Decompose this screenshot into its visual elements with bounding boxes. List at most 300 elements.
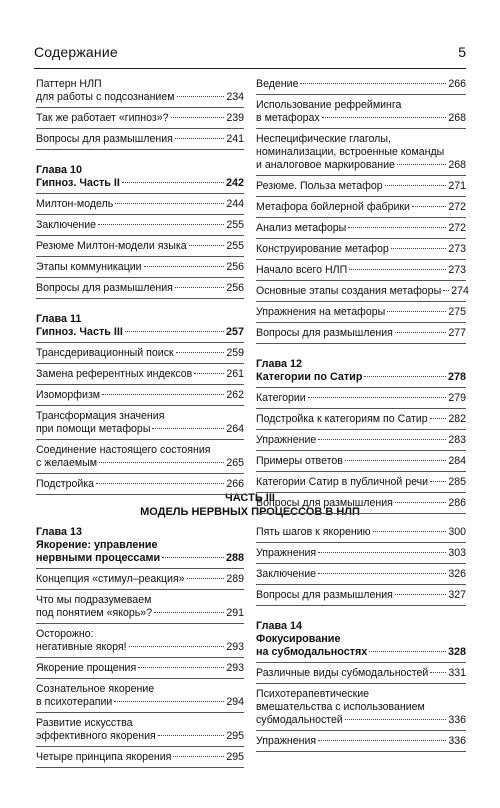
toc-entry[interactable] <box>256 222 466 235</box>
entry-separator <box>256 196 466 197</box>
entry-page-number: 303 <box>448 547 466 559</box>
entry-last-line <box>36 347 244 360</box>
entry-title-line: Психотерапевтические <box>256 688 370 700</box>
entry-separator <box>36 342 244 343</box>
entry-last-line <box>36 219 244 232</box>
entry-page-number: 275 <box>448 306 466 318</box>
toc-entry[interactable] <box>256 133 466 172</box>
entry-page-number: 283 <box>448 434 466 446</box>
entry-title-line: Заключение <box>36 219 97 231</box>
entry-page-number: 266 <box>448 78 466 90</box>
entry-separator <box>36 277 244 278</box>
entry-separator <box>256 387 466 388</box>
entry-last-line <box>256 243 466 256</box>
entry-page-number: 255 <box>226 240 244 252</box>
entry-separator <box>256 217 466 218</box>
toc-chapter-title[interactable] <box>36 326 244 339</box>
dot-leader <box>176 352 225 353</box>
entry-title-line: Категории по Сатир <box>256 371 363 383</box>
entry-last-line <box>36 573 244 586</box>
entry-page-number: 244 <box>226 198 244 210</box>
entry-page-number: 278 <box>447 371 466 383</box>
entry-separator <box>256 683 466 684</box>
toc-entry[interactable] <box>36 751 244 764</box>
entry-last-line <box>36 177 244 190</box>
entry-title-line: Милтон-модель <box>36 198 114 210</box>
entry-separator <box>36 405 244 406</box>
entry-separator <box>256 343 466 344</box>
entry-last-line <box>36 478 244 491</box>
dot-leader <box>175 287 224 288</box>
toc-entry[interactable] <box>256 285 469 298</box>
entry-title-line: с желаемым <box>36 457 98 469</box>
toc-entry[interactable] <box>36 198 244 211</box>
entry-last-line <box>256 476 466 489</box>
entry-separator <box>256 450 466 451</box>
entry-title-line: Пять шагов к якорению <box>256 526 371 538</box>
dot-leader <box>385 185 447 186</box>
entry-separator <box>256 730 466 731</box>
entry-title-line: Резюме. Польза метафор <box>256 180 383 192</box>
entry-separator <box>36 473 244 474</box>
dot-leader <box>154 612 224 613</box>
entry-page-number: 291 <box>226 607 244 619</box>
entry-title-line: Вопросы для размышления <box>256 497 393 509</box>
dot-leader <box>177 96 225 97</box>
entry-last-line <box>36 368 244 381</box>
entry-page-number: 331 <box>448 667 466 679</box>
dot-leader <box>125 331 224 332</box>
entry-last-line <box>256 201 466 214</box>
entry-title-line: Категории Сатир в публичной речи <box>256 476 429 488</box>
entry-page-number: 234 <box>226 91 244 103</box>
part-title: МОДЕЛЬ НЕРВНЫХ ПРОЦЕССОВ В НЛП <box>140 506 360 518</box>
entry-title-line: Подстройка к категориям по Сатир <box>256 413 428 425</box>
entry-page-number: 274 <box>451 285 469 297</box>
entry-separator <box>36 678 244 679</box>
entry-last-line <box>36 240 244 253</box>
entry-page-number: 326 <box>448 568 466 580</box>
entry-separator <box>36 767 244 768</box>
entry-separator <box>36 298 244 299</box>
entry-page-number: 288 <box>225 552 244 564</box>
entry-last-line <box>36 423 244 436</box>
entry-last-line <box>36 261 244 274</box>
entry-separator <box>256 751 466 752</box>
toc-entry[interactable] <box>36 410 244 436</box>
entry-last-line <box>36 389 244 402</box>
entry-title-line: негативные якоря! <box>36 641 127 653</box>
dot-leader <box>144 266 225 267</box>
entry-last-line <box>36 282 244 295</box>
entry-last-line <box>36 326 244 339</box>
dot-leader <box>369 651 446 652</box>
entry-last-line <box>256 735 466 748</box>
toc-entry[interactable] <box>256 201 466 214</box>
dot-leader <box>345 460 446 461</box>
entry-title-line: эффективного якорения <box>36 730 156 742</box>
entry-title-line: Различные виды субмодальностей <box>256 667 429 679</box>
entry-separator <box>36 568 244 569</box>
entry-last-line <box>36 696 244 709</box>
entry-last-line <box>256 264 466 277</box>
dot-leader <box>395 594 446 595</box>
entry-page-number: 273 <box>448 264 466 276</box>
entry-page-number: 261 <box>226 368 244 380</box>
toc-entry[interactable] <box>256 735 466 748</box>
entry-title-line: Концепция «стимул–реакция» <box>36 573 185 585</box>
entry-last-line <box>256 159 466 172</box>
entry-title-line: и аналоговое маркирование <box>256 159 395 171</box>
dot-leader <box>115 203 224 204</box>
entry-last-line <box>36 751 244 764</box>
toc-chapter-title[interactable] <box>256 633 466 659</box>
entry-page-number: 255 <box>226 219 244 231</box>
entry-title-line: Что мы подразумеваем <box>36 594 152 606</box>
entry-separator <box>256 662 466 663</box>
entry-page-number: 336 <box>448 714 466 726</box>
dot-leader <box>96 483 224 484</box>
entry-page-number: 265 <box>226 457 244 469</box>
entry-title-line: Якорение: управление <box>36 539 158 551</box>
toc-chapter-title[interactable] <box>36 539 244 565</box>
toc-entry[interactable] <box>256 243 466 256</box>
entry-last-line <box>36 133 244 146</box>
entry-title-line: Сознательное якорение <box>36 683 155 695</box>
dot-leader <box>318 573 446 574</box>
toc-entry[interactable] <box>256 327 466 340</box>
entry-separator <box>36 193 244 194</box>
toc-entry[interactable] <box>36 347 244 360</box>
entry-separator <box>256 238 466 239</box>
toc-entry[interactable] <box>256 434 466 447</box>
entry-page-number: 241 <box>226 133 244 145</box>
entry-last-line <box>36 607 244 620</box>
toc-entry[interactable] <box>256 497 466 510</box>
entry-page-number: 268 <box>448 159 466 171</box>
dot-leader <box>162 557 224 558</box>
entry-last-line <box>36 457 244 470</box>
chapter-label: Глава 11 <box>36 313 82 325</box>
header-title: Содержание <box>34 44 118 60</box>
entry-separator <box>36 384 244 385</box>
entry-page-number: 295 <box>226 730 244 742</box>
toc-entry[interactable] <box>36 478 244 491</box>
entry-title-line: Заключение <box>256 568 317 580</box>
entry-separator <box>256 175 466 176</box>
dot-leader <box>158 735 225 736</box>
dot-leader <box>194 373 224 374</box>
toc-entry[interactable] <box>36 368 244 381</box>
dot-leader <box>395 502 446 503</box>
entry-last-line <box>36 662 244 675</box>
toc-entry[interactable] <box>256 264 466 277</box>
dot-leader <box>322 117 447 118</box>
entry-title-line: в психотерапии <box>36 696 113 708</box>
entry-page-number: 273 <box>448 243 466 255</box>
toc-entry[interactable] <box>36 112 244 125</box>
chapter-label: Глава 12 <box>256 358 302 370</box>
entry-last-line <box>256 413 466 426</box>
entry-title-line: Вопросы для размышления <box>36 133 173 145</box>
dot-leader <box>318 552 446 553</box>
toc-entry[interactable] <box>36 717 244 743</box>
toc-entry[interactable] <box>256 180 466 193</box>
toc-chapter-title[interactable] <box>256 371 466 384</box>
toc-entry[interactable] <box>36 78 244 104</box>
entry-page-number: 268 <box>448 112 466 124</box>
entry-separator <box>36 494 244 495</box>
entry-last-line <box>256 568 466 581</box>
entry-separator <box>256 301 466 302</box>
toc-entry[interactable] <box>256 306 466 319</box>
toc-entry[interactable] <box>256 667 466 680</box>
entry-title-line: Гипноз. Часть II <box>36 177 120 189</box>
entry-last-line <box>256 78 466 91</box>
dot-leader <box>114 701 224 702</box>
entry-title-line: в метафорах <box>256 112 320 124</box>
toc-entry[interactable] <box>256 476 466 489</box>
entry-last-line <box>256 455 466 468</box>
entry-page-number: 264 <box>226 423 244 435</box>
toc-entry[interactable] <box>36 240 244 253</box>
entry-last-line <box>256 222 466 235</box>
page-number: 5 <box>458 44 466 60</box>
entry-title-line: Упражнение <box>256 434 317 446</box>
dot-leader <box>430 672 446 673</box>
dot-leader <box>122 182 224 183</box>
entry-separator <box>256 259 466 260</box>
toc-entry[interactable] <box>256 392 466 405</box>
entry-separator <box>256 605 466 606</box>
entry-last-line <box>256 547 466 560</box>
entry-last-line <box>36 91 244 104</box>
entry-title-line: Замена референтных индексов <box>36 368 193 380</box>
entry-title-line: Резюме Милтон-модели языка <box>36 240 187 252</box>
toc-entry[interactable] <box>36 282 244 295</box>
entry-title-line: Так же работает «гипноз»? <box>36 112 169 124</box>
dot-leader <box>397 164 446 165</box>
dot-leader <box>300 83 446 84</box>
entry-separator <box>256 471 466 472</box>
dot-leader <box>175 138 224 139</box>
toc-entry[interactable] <box>256 568 466 581</box>
entry-title-line: Основные этапы создания метафоры <box>256 285 442 297</box>
dot-leader <box>171 117 225 118</box>
entry-last-line <box>36 641 244 654</box>
entry-separator <box>36 214 244 215</box>
entry-title-line: Упражнения <box>256 547 317 559</box>
entry-page-number: 266 <box>226 478 244 490</box>
entry-title-line: Фокусирование <box>256 633 341 645</box>
entry-separator <box>36 149 244 150</box>
toc-entry[interactable] <box>36 662 244 675</box>
entry-last-line <box>256 112 466 125</box>
entry-title-line: Осторожно: <box>36 628 94 640</box>
entry-separator <box>256 584 466 585</box>
entry-page-number: 256 <box>226 282 244 294</box>
entry-page-number: 336 <box>448 735 466 747</box>
dot-leader <box>308 397 447 398</box>
entry-separator <box>36 128 244 129</box>
entry-page-number: 295 <box>226 751 244 763</box>
entry-separator <box>36 363 244 364</box>
entry-title-line: Паттерн НЛП <box>36 78 102 90</box>
chapter-label: Глава 10 <box>36 164 82 176</box>
toc-entry[interactable] <box>36 389 244 402</box>
entry-page-number: 271 <box>448 180 466 192</box>
entry-title-line: Развитие искусства <box>36 717 133 729</box>
entry-page-number: 257 <box>225 326 244 338</box>
entry-title-line: Трансформация значения <box>36 410 165 422</box>
entry-page-number: 242 <box>225 177 244 189</box>
dot-leader <box>364 376 446 377</box>
dot-leader <box>129 646 225 647</box>
entry-last-line <box>256 392 466 405</box>
entry-page-number: 279 <box>448 392 466 404</box>
dot-leader <box>443 290 449 291</box>
dot-leader <box>430 481 446 482</box>
dot-leader <box>412 206 446 207</box>
entry-last-line <box>256 714 466 727</box>
entry-title-line: Подстройка <box>36 478 95 490</box>
dot-leader <box>373 531 447 532</box>
entry-title-line: Использование рефрейминга <box>256 99 402 111</box>
entry-page-number: 282 <box>448 413 466 425</box>
entry-title-line: вмешательства с использованием <box>256 701 425 713</box>
toc-entry[interactable] <box>256 413 466 426</box>
dot-leader <box>152 428 224 429</box>
entry-separator <box>256 492 466 493</box>
entry-page-number: 286 <box>448 497 466 509</box>
entry-separator <box>36 623 244 624</box>
entry-last-line <box>36 198 244 211</box>
header-rule <box>34 68 466 69</box>
dot-leader <box>102 394 224 395</box>
entry-title-line: Упражнения на метафоры <box>256 306 386 318</box>
dot-leader <box>387 311 446 312</box>
entry-title-line: Неспецифические глаголы, <box>256 133 391 145</box>
entry-separator <box>256 563 466 564</box>
entry-page-number: 284 <box>448 455 466 467</box>
entry-title-line: Трансдеривационный поиск <box>36 347 174 359</box>
entry-title-line: номинализации, встроенные команды <box>256 146 445 158</box>
entry-title-line: Метафора бойлерной фабрики <box>256 201 410 213</box>
entry-last-line <box>256 667 466 680</box>
entry-page-number: 285 <box>448 476 466 488</box>
entry-separator <box>256 128 466 129</box>
entry-title-line: Изоморфизм <box>36 389 101 401</box>
entry-title-line: Примеры ответов <box>256 455 343 467</box>
entry-page-number: 293 <box>226 662 244 674</box>
entry-title-line: Вопросы для размышления <box>36 282 173 294</box>
entry-page-number: 256 <box>226 261 244 273</box>
chapter-label: Глава 14 <box>256 620 302 632</box>
entry-page-number: 328 <box>447 646 466 658</box>
entry-title-line: нервными процессами <box>36 552 161 564</box>
entry-page-number: 259 <box>226 347 244 359</box>
dot-leader <box>345 719 446 720</box>
entry-separator <box>36 107 244 108</box>
page-header <box>34 44 466 66</box>
toc-entry[interactable] <box>36 683 244 709</box>
entry-separator <box>256 542 466 543</box>
entry-separator <box>256 429 466 430</box>
toc-entry[interactable] <box>256 99 466 125</box>
toc-entry[interactable] <box>36 594 244 620</box>
entry-separator <box>36 439 244 440</box>
entry-title-line: Гипноз. Часть III <box>36 326 123 338</box>
entry-separator <box>36 657 244 658</box>
toc-entry[interactable] <box>36 573 244 586</box>
entry-last-line <box>256 285 469 298</box>
toc-entry[interactable] <box>256 589 466 602</box>
dot-leader <box>348 227 446 228</box>
toc-entry[interactable] <box>256 78 466 91</box>
toc-entry[interactable] <box>36 219 244 232</box>
toc-entry[interactable] <box>256 688 466 727</box>
entry-last-line <box>256 434 466 447</box>
entry-title-line: субмодальностей <box>256 714 343 726</box>
entry-last-line <box>256 497 466 510</box>
toc-entry[interactable] <box>256 547 466 560</box>
dot-leader <box>99 462 224 463</box>
entry-title-line: Анализ метафоры <box>256 222 347 234</box>
entry-separator <box>36 746 244 747</box>
toc-entry[interactable] <box>256 455 466 468</box>
entry-separator <box>256 280 466 281</box>
entry-separator <box>36 712 244 713</box>
entry-page-number: 239 <box>226 112 244 124</box>
dot-leader <box>318 740 446 741</box>
toc-entry[interactable] <box>36 261 244 274</box>
toc-chapter-title[interactable] <box>36 177 244 190</box>
toc-entry[interactable] <box>256 526 466 539</box>
entry-last-line <box>36 552 244 565</box>
chapter-label: Глава 13 <box>36 526 82 538</box>
entry-title-line: на субмодальностях <box>256 646 368 658</box>
dot-leader <box>173 756 224 757</box>
dot-leader <box>391 248 447 249</box>
entry-last-line <box>36 112 244 125</box>
entry-separator <box>256 94 466 95</box>
dot-leader <box>395 332 446 333</box>
dot-leader <box>98 224 224 225</box>
part-label: ЧАСТЬ III <box>225 492 275 504</box>
entry-separator <box>256 322 466 323</box>
toc-entry[interactable] <box>36 133 244 146</box>
entry-last-line <box>256 371 466 384</box>
entry-last-line <box>256 327 466 340</box>
dot-leader <box>318 439 446 440</box>
entry-last-line <box>256 589 466 602</box>
entry-title-line: Четыре принципа якорения <box>36 751 172 763</box>
toc-entry[interactable] <box>36 628 244 654</box>
entry-last-line <box>256 526 466 539</box>
entry-title-line: Соединение настоящего состояния <box>36 444 211 456</box>
entry-last-line <box>36 730 244 743</box>
entry-last-line <box>256 180 466 193</box>
entry-separator <box>256 408 466 409</box>
entry-page-number: 294 <box>226 696 244 708</box>
toc-entry[interactable] <box>36 444 244 470</box>
entry-separator <box>36 235 244 236</box>
entry-page-number: 327 <box>448 589 466 601</box>
entry-page-number: 293 <box>226 641 244 653</box>
entry-title-line: для работы с подсознанием <box>36 91 175 103</box>
entry-title-line: Ведение <box>256 78 299 90</box>
entry-page-number: 289 <box>226 573 244 585</box>
